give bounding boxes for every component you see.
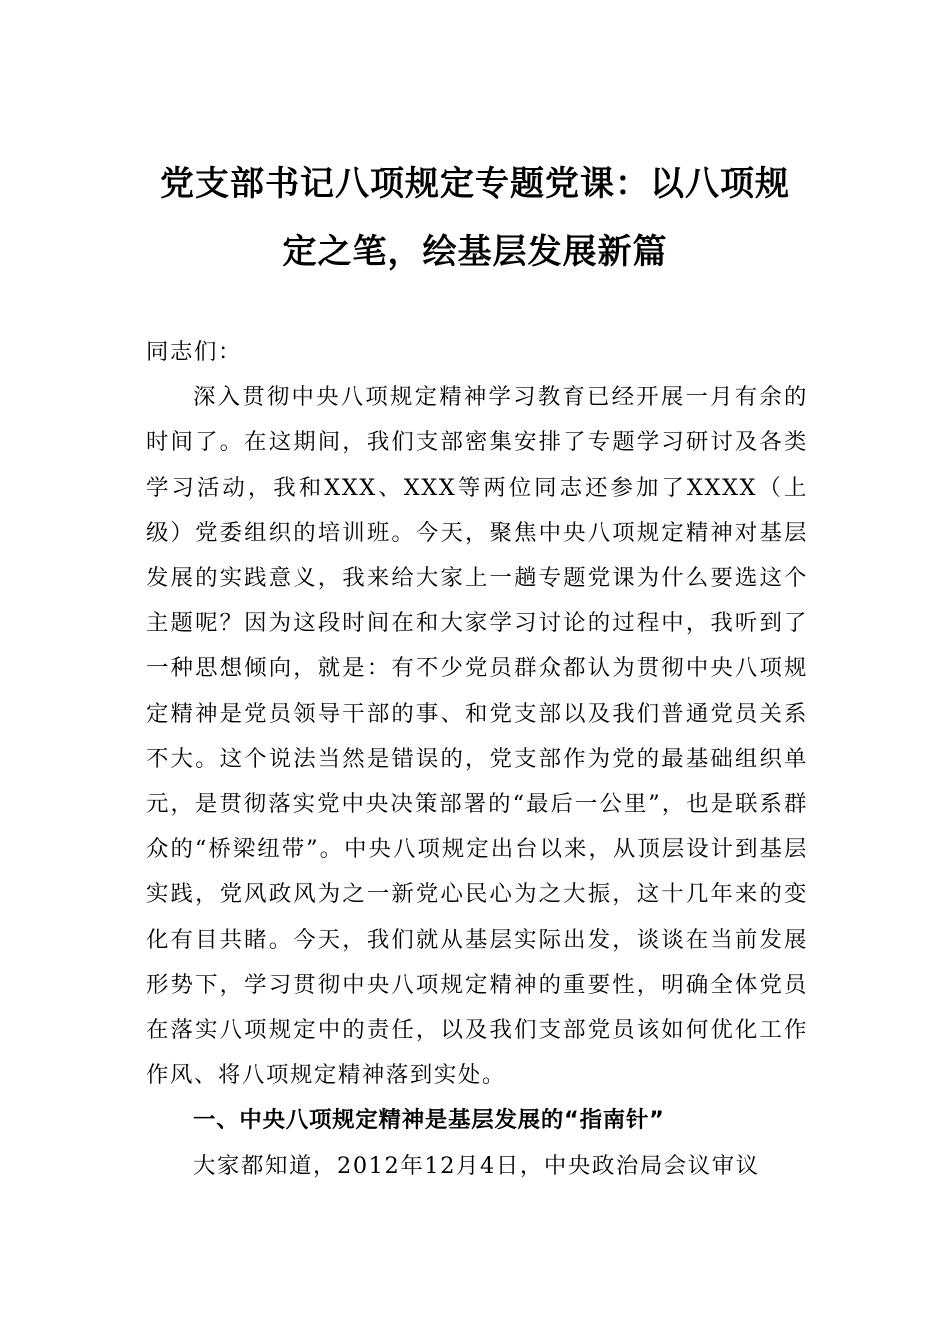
- salutation: 同志们：: [146, 339, 242, 365]
- document-title: [140, 150, 810, 286]
- title-line-2: 定之笔，绘基层发展新篇: [282, 232, 668, 272]
- section-heading-1: 一、中央八项规定精神是基层发展的“指南针”: [193, 1107, 665, 1134]
- document-body: [146, 330, 808, 1189]
- title-line-1: 党支部书记八项规定专题党课：以八项规: [160, 164, 790, 204]
- paragraph-intro: 深入贯彻中央八项规定精神学习教育已经开展一月有余的时间了。在这期间，我们支部密集安排了专题学习研讨及各类学习活动，我和XXX、XXX等两位同志还参加了XXXX（上级）党委组织的培训班。今天，聚焦中央八项规定精神对基层发展的实践意义，我来给大家上一趟专题党课为什么要选这个主题呢？因为这段时间在和大家学习讨论的过程中，我听到了一种思想倾向，就是：有不少党员群众都认为贯彻中央八项规定精神是党员领导干部的事、和党支部以及我们普通党员关系不大。这个说法当然是错误的，党支部作为党的最基础组织单元，是贯彻落实党中央决策部署的“最后一公里”，也是联系群众的“桥梁纽带”。中央八项规定出台以来，从顶层设计到基层实践，党风政风为之一新党心民心为之大振，这十几年来的变化有目共睹。今天，我们就从基层实际出发，谈谈在当前发展形势下，学习贯彻中央八项规定精神的重要性，明确全体党员在落实八项规定中的责任，以及我们支部党员该如何优化工作作风、将八项规定精神落到实处。: [146, 384, 808, 1089]
- paragraph-section-1: 大家都知道，2012年12月4日，中央政治局会议审议: [193, 1152, 760, 1179]
